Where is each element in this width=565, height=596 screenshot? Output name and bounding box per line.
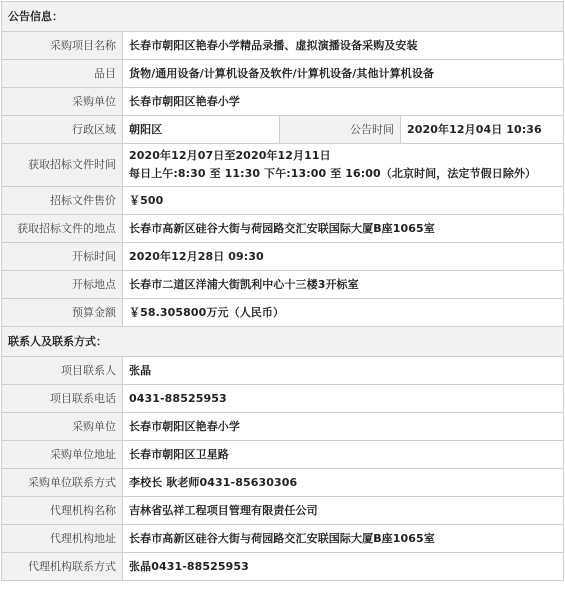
row-bid-open-time	[2, 243, 564, 271]
project-name-value: 长春市朝阳区艳春小学精品录播、虚拟演播设备采购及安装	[123, 32, 564, 60]
row-project-contact	[2, 357, 564, 385]
agency-contact-value: 张晶0431-88525953	[123, 553, 564, 581]
row-contact-purchaser	[2, 413, 564, 441]
section-title-contacts: 联系人及联系方式：	[2, 327, 564, 357]
region-value: 朝阳区	[123, 116, 280, 144]
row-agency-name	[2, 497, 564, 525]
bid-open-time-value: 2020年12月28日 09:30	[123, 243, 564, 271]
doc-time-label: 获取招标文件时间	[2, 144, 123, 187]
bid-open-place-value: 长春市二道区洋浦大街凯利中心十三楼3开标室	[123, 271, 564, 299]
project-phone-label: 项目联系电话	[2, 385, 123, 413]
project-name-label: 采购项目名称	[2, 32, 123, 60]
doc-location-value: 长春市高新区硅谷大街与荷园路交汇安联国际大厦B座1065室	[123, 215, 564, 243]
purchaser-contact-value: 李校长 耿老师0431-85630306	[123, 469, 564, 497]
section-row-contacts	[2, 327, 564, 357]
row-agency-address	[2, 525, 564, 553]
purchaser-label: 采购单位	[2, 88, 123, 116]
row-purchaser-address	[2, 441, 564, 469]
announce-time-value: 2020年12月04日 10:36	[401, 116, 564, 144]
agency-address-value: 长春市高新区硅谷大街与荷园路交汇安联国际大厦B座1065室	[123, 525, 564, 553]
row-purchaser	[2, 88, 564, 116]
agency-name-label: 代理机构名称	[2, 497, 123, 525]
purchaser-contact-label: 采购单位联系方式	[2, 469, 123, 497]
category-label: 品目	[2, 60, 123, 88]
purchaser-value: 长春市朝阳区艳春小学	[123, 88, 564, 116]
row-project-name	[2, 32, 564, 60]
contact-purchaser-label: 采购单位	[2, 413, 123, 441]
region-label: 行政区域	[2, 116, 123, 144]
row-bid-open-place	[2, 271, 564, 299]
purchaser-address-label: 采购单位地址	[2, 441, 123, 469]
contact-purchaser-value: 长春市朝阳区艳春小学	[123, 413, 564, 441]
doc-location-label: 获取招标文件的地点	[2, 215, 123, 243]
project-phone-value: 0431-88525953	[123, 385, 564, 413]
doc-time-value	[123, 144, 564, 187]
row-doc-time	[2, 144, 564, 187]
doc-price-value: ￥500	[123, 187, 564, 215]
purchaser-address-value: 长春市朝阳区卫星路	[123, 441, 564, 469]
project-contact-label: 项目联系人	[2, 357, 123, 385]
row-doc-location	[2, 215, 564, 243]
budget-label: 预算金额	[2, 299, 123, 327]
doc-time-dates: 2020年12月07日至2020年12月11日	[129, 149, 331, 162]
doc-price-label: 招标文件售价	[2, 187, 123, 215]
bid-open-place-label: 开标地点	[2, 271, 123, 299]
section-row-announcement	[2, 2, 564, 32]
announcement-table	[1, 1, 564, 581]
budget-value: ￥58.305800万元（人民币）	[123, 299, 564, 327]
row-project-phone	[2, 385, 564, 413]
row-category	[2, 60, 564, 88]
project-contact-value: 张晶	[123, 357, 564, 385]
agency-address-label: 代理机构地址	[2, 525, 123, 553]
row-doc-price	[2, 187, 564, 215]
agency-name-value: 吉林省弘祥工程项目管理有限责任公司	[123, 497, 564, 525]
bid-open-time-label: 开标时间	[2, 243, 123, 271]
row-region-time	[2, 116, 564, 144]
section-title-announcement: 公告信息：	[2, 2, 564, 32]
category-value: 货物/通用设备/计算机设备及软件/计算机设备/其他计算机设备	[123, 60, 564, 88]
doc-time-hours: 每日上午:8:30 至 11:30 下午:13:00 至 16:00（北京时间，法定节假日除外）	[129, 167, 537, 180]
agency-contact-label: 代理机构联系方式	[2, 553, 123, 581]
row-budget	[2, 299, 564, 327]
row-purchaser-contact	[2, 469, 564, 497]
row-agency-contact	[2, 553, 564, 581]
announce-time-label: 公告时间	[280, 116, 401, 144]
